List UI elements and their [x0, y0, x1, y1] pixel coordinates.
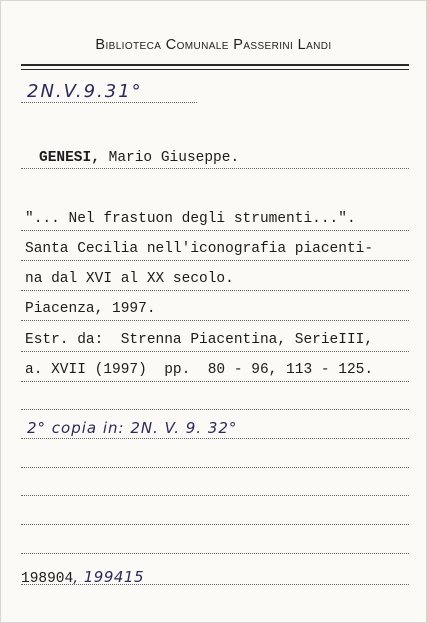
shelfmark-dotline — [21, 102, 197, 103]
title-line-3: na dal XVI al XX secolo. — [25, 271, 234, 287]
dotline — [21, 553, 409, 554]
dotline — [21, 495, 409, 496]
dotline — [21, 260, 409, 261]
title-line-1: "... Nel frastuon degli strumenti...". — [25, 211, 356, 227]
author-given-names: Mario Giuseppe. — [108, 150, 240, 166]
imprint-line: Piacenza, 1997. — [25, 301, 156, 317]
dotline — [21, 351, 409, 352]
dotline — [21, 230, 409, 231]
extract-line-2: a. XVII (1997) pp. 80 - 96, 113 - 125. — [25, 362, 374, 378]
header-rule-thin — [21, 69, 409, 70]
extract-line-1: Estr. da: Strenna Piacentina, SerieIII, — [25, 332, 374, 348]
dotline — [21, 584, 409, 585]
shelfmark-handwritten: 2N.V.9.31° — [27, 81, 143, 102]
header-rule-thick — [21, 64, 409, 66]
dotline — [21, 524, 409, 525]
dotline — [21, 381, 409, 382]
dotline — [21, 290, 409, 291]
title-line-2: Santa Cecilia nell'iconografia piacenti- — [25, 241, 374, 257]
inventory-number-typed: 198904 — [21, 571, 74, 587]
dotline — [21, 168, 409, 169]
dotline — [21, 409, 409, 410]
author-line — [39, 150, 239, 166]
inventory-number-handwritten: , 199415 — [73, 568, 145, 586]
author-surname: GENESI, — [39, 150, 100, 166]
dotline — [21, 438, 409, 439]
library-header: Biblioteca Comunale Passerini Landi — [95, 37, 332, 53]
second-copy-note-handwritten: 2° copia in: 2N. V. 9. 32° — [27, 419, 238, 437]
dotline — [21, 320, 409, 321]
dotline — [21, 467, 409, 468]
